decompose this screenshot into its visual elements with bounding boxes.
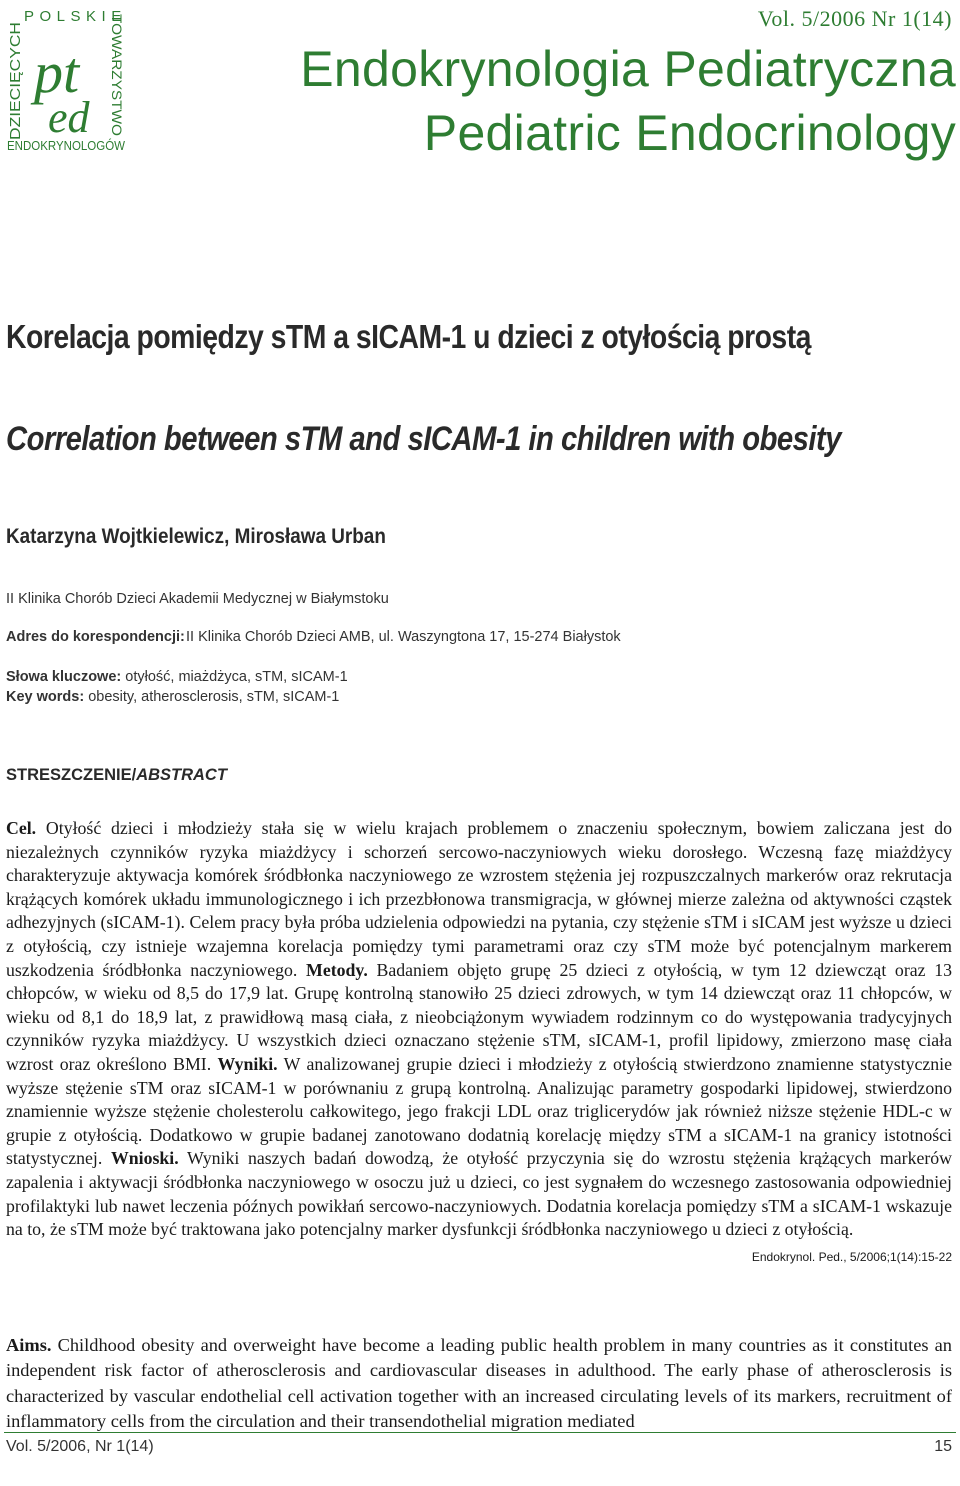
abstract-en [6,1333,952,1435]
cel-label: Cel. [6,818,37,838]
section-heading-pl: STRESZCZENIE/ [6,766,137,784]
page-number: 15 [934,1438,952,1455]
keywords-en-text: obesity, atherosclerosis, sTM, sICAM-1 [88,689,340,705]
section-heading-en: ABSTRACT [136,766,227,784]
address-text: II Klinika Chorób Dzieci AMB, ul. Waszyngtona 17, 15-274 Białystok [186,629,621,645]
journal-logo [4,4,126,152]
logo-bottom-word: ENDOKRYNOLOGÓW [7,138,126,153]
aims-text: Childhood obesity and overweight have become a leading public health problem in many countries as it constitutes an independent risk factor of atherosclerosis and cardiovascular diseases in adulthood. The early phase of atherosclerosis is characterized by vascular endothelial cell activation together with an increased circulating levels of its markers, recruitment of inflammatory cells from the circulation and their transendothelial migration mediated [6,1335,952,1432]
correspondence-address [6,629,621,645]
abstract-pl [6,817,952,1269]
article-title-pl: Korelacja pomiędzy sTM a sICAM-1 u dzieci z otyłością prostą [6,318,811,355]
metody-label: Metody. [306,959,368,980]
volume-header: Vol. 5/2006 Nr 1(14) [757,6,952,31]
wnioski-text: Wyniki naszych badań dowodzą, że otyłość przyczynia się do wzrostu stężenia krążących markerów zapalenia i aktywacji śródbłonka naczyniowego w osoczu już u dzieci, co jest sygnałem do wczesnego zastosowania odpowiedniej profilaktyki lub nawet leczenia późnych powikłań sercowo-naczyniowych. Dodatnia korelacja pomiędzy sTM a sICAM-1 wskazuje na to, że sTM może być traktowana jako potencjalny marker dysfunkcji śródbłonka naczyniowego u dzieci z otyłością. [6,1148,953,1240]
keywords-pl-text: otyłość, miażdżyca, sTM, sICAM-1 [125,669,348,685]
journal-title-en: Pediatric Endocrinology [423,105,956,161]
cel-text: Otyłość dzieci i młodzieży stała się w wielu krajach problemem o znaczeniu społecznym, bowiem zaliczana jest do niezależnych czynników ryzyka miażdżycy i schorzeń sercowo-naczyniowych wieku dorosłego. Wczesną fazę miażdżycy charakteryzuje aktywacja komórek śródbłonka naczyniowego ze wzrostem stężenia jej rozpuszczalnych markerów oraz rekrutacja krążących komórek układu immunologicznego i ich przezbłonowa transmigracja, w głównej mierze zależna od aktywności cząstek adhezyjnych (sICAM-1). Celem pracy była próba udzielenia odpowiedzi na pytania, czy stężenie sTM i sICAM jest wyższe u dzieci z otyłością, czy istnieje wzajemna korelacja pomiędzy tymi parametrami oraz czy sTM może być potencjalnym markerem uszkodzenia śródbłonka naczyniowego. [6,818,952,980]
logo-monogram-top: pt [34,40,80,105]
authors: Katarzyna Wojtkielewicz, Mirosława Urban [6,525,386,548]
journal-title-pl: Endokrynologia Pediatryczna [300,41,956,97]
wyniki-label: Wyniki. [217,1053,278,1074]
keywords-en [6,689,339,705]
wyniki-text: W analizowanej grupie dzieci i młodzieży z otyłością stwierdzono znamienne statystycznie wyższe stężenie sTM oraz sICAM-1 w porównaniu z grupą kontrolną. Analizując parametry gospodarki lipidowej, stwierdzono znamiennie wyższe stężenie cholesterolu całkowitego, jego frakcji LDL oraz triglicerydów jak również niższe stężenie HDL-c w grupie z otyłością. Dodatkowo w grupie badanej zanotowano dodatnią korelację między sTM a sICAM-1 na granicy istotności statystycznej. [6,1053,952,1169]
section-heading [6,766,227,785]
aims-label: Aims. [6,1335,52,1355]
keywords-pl-label: Słowa kluczowe: [6,669,122,685]
article-title-en: Correlation between sTM and sICAM-1 in children with obesity [6,420,841,458]
logo-left-word: DZIECIĘCYCH [8,41,24,140]
footer-volume: Vol. 5/2006, Nr 1(14) [6,1438,154,1455]
address-label: Adres do korespondencji: [6,629,185,645]
affiliation: II Klinika Chorób Dzieci Akademii Medycznej w Białymstoku [6,591,389,607]
citation: Endokrynol. Ped., 5/2006;1(14):15-22 [751,1249,952,1264]
logo-right-word: TOWARZYSTWO [109,14,125,126]
logo-top-word: POLSKIE [24,8,127,25]
logo-monogram-bottom: ed [48,93,90,142]
wnioski-label: Wnioski. [110,1148,179,1169]
keywords-en-label: Key words: [6,689,85,705]
keywords-pl [6,669,348,685]
metody-text: Badaniem objęto grupę 25 dzieci z otyłością, w tym 12 dziewcząt oraz 13 chłopców, w wieku od 8,5 do 17,9 lat. Grupę kontrolną stanowiło 25 dzieci zdrowych, w tym 14 dziewcząt oraz 11 chłopców, w wieku od 8,1 do 18,9 lat, z prawidłową masą ciała, z nieobciążonym wywiadem rodzinnym co do występowania tradycyjnych czynników ryzyka miażdżycy. U wszystkich dzieci oznaczano stężenie sTM, sICAM-1, profil lipidowy, zmierzono masę ciała wzrost oraz określono BMI. [6,959,952,1074]
footer-rule [4,1432,956,1433]
